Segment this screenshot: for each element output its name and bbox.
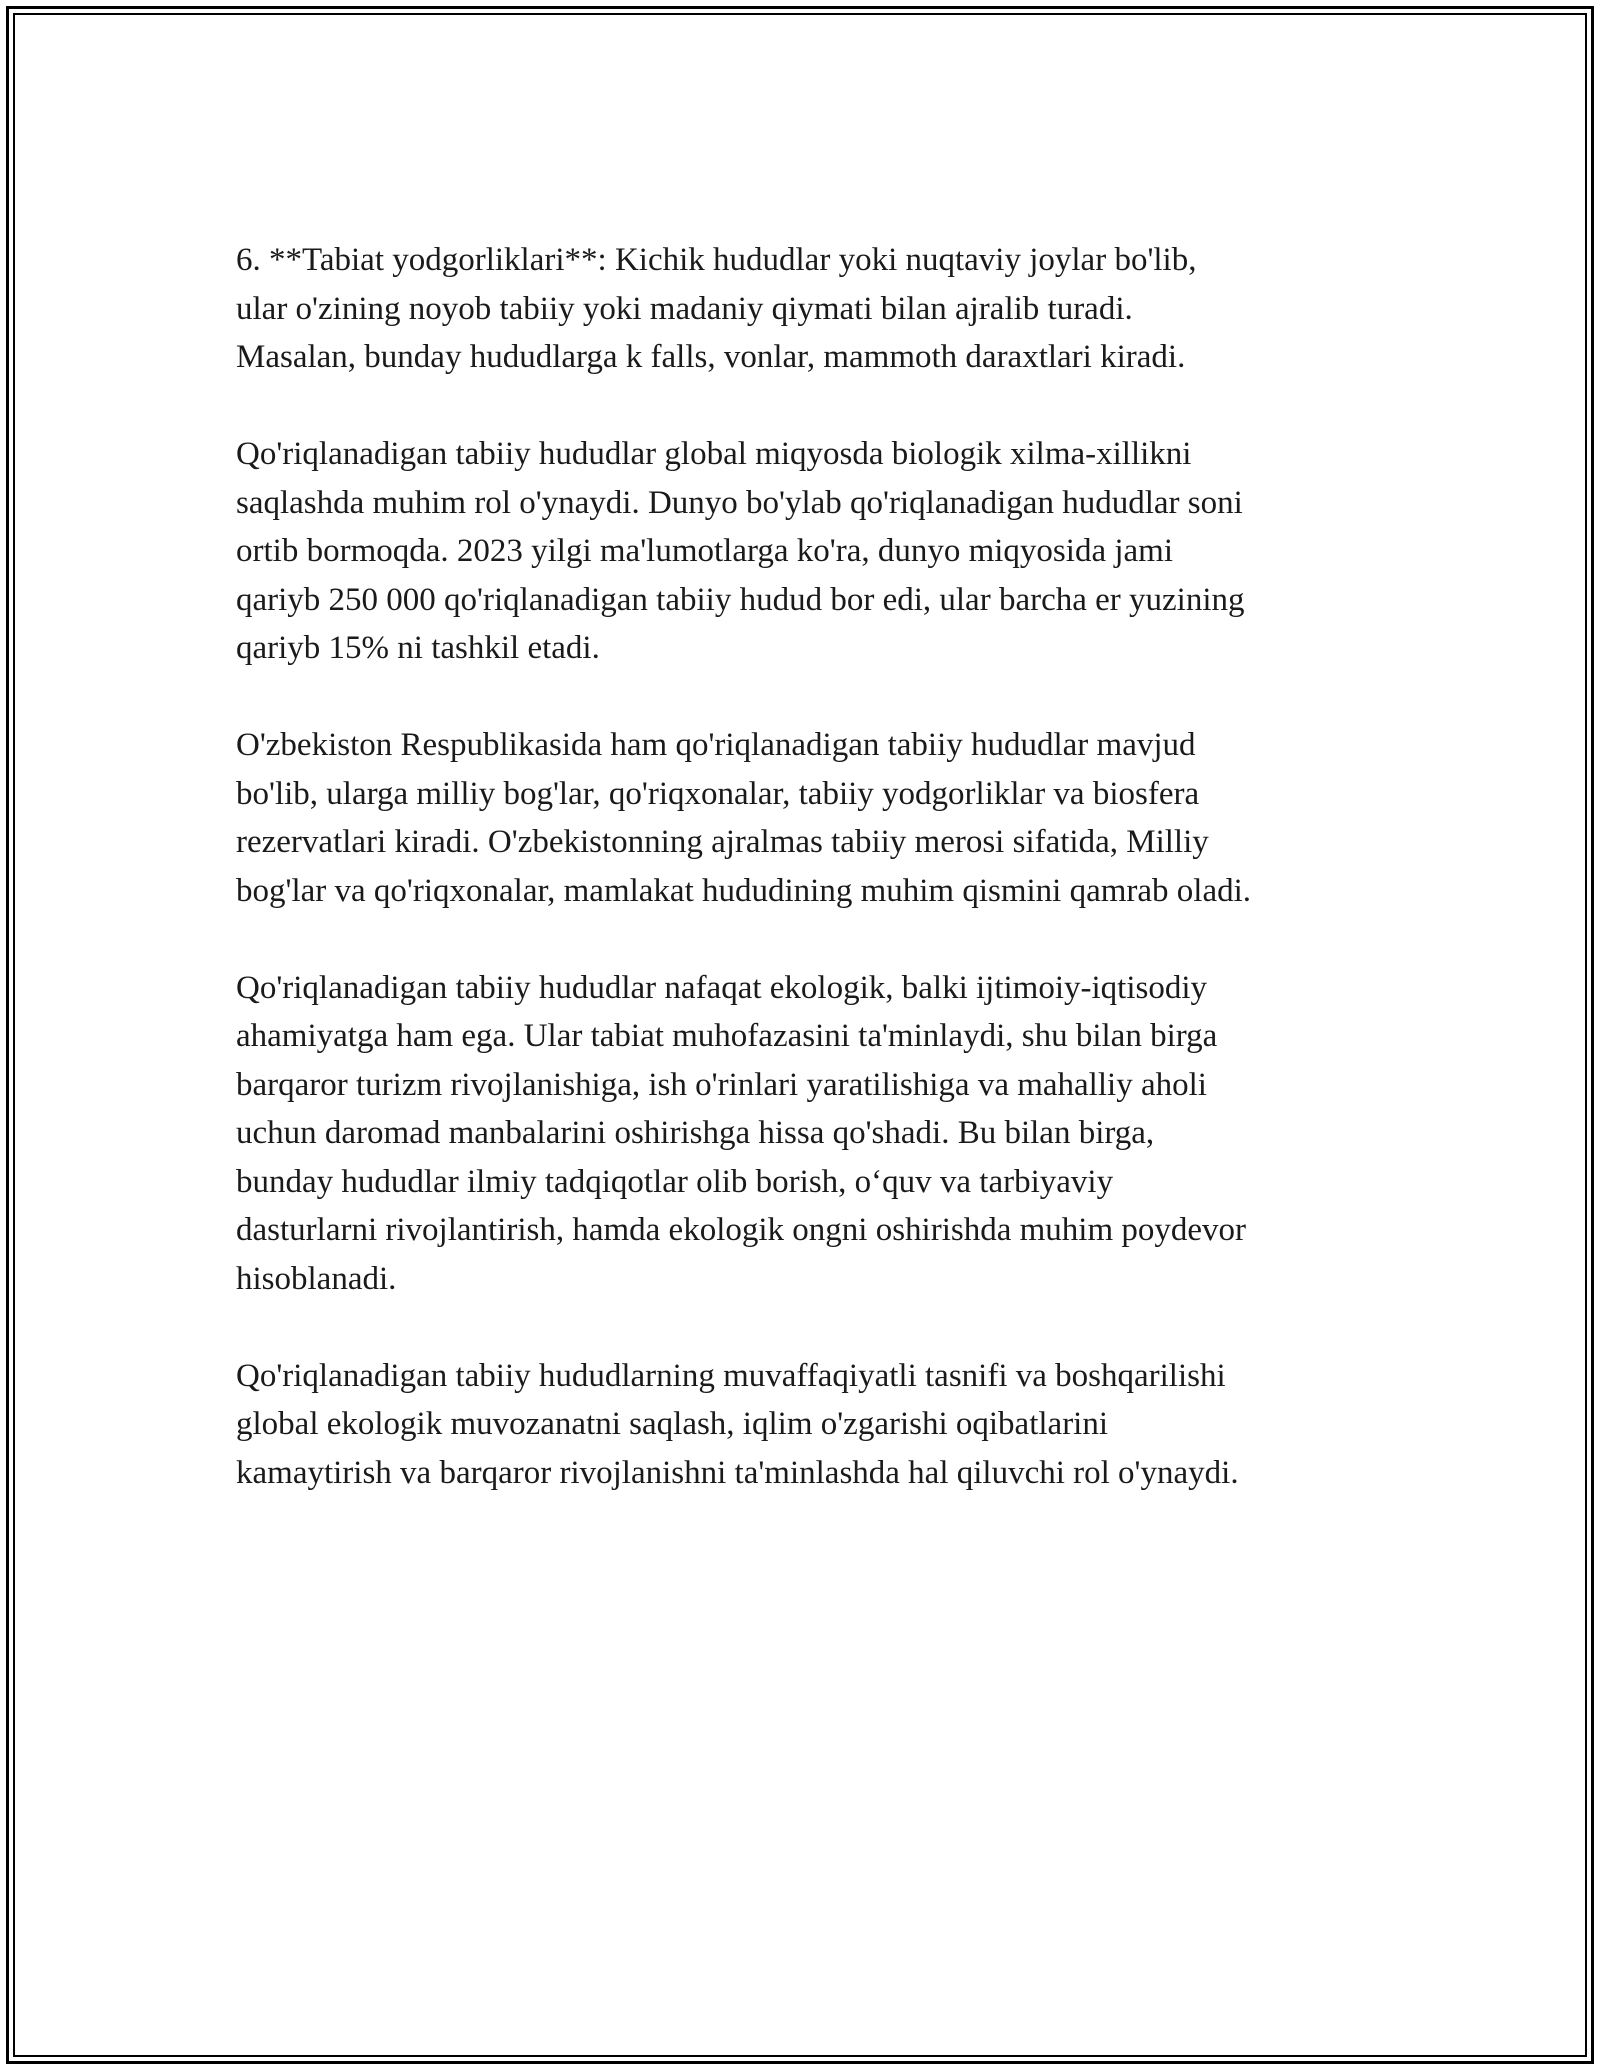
text-line: ahamiyatga ham ega. Ular tabiat muhofazasini ta'minlaydi, shu bilan birga xyxy=(236,1018,1218,1054)
paragraph-nature-monuments xyxy=(236,236,1416,382)
text-line: bunday hududlar ilmiy tadqiqotlar olib borish, o‘quv va tarbiyaviy xyxy=(236,1163,1114,1200)
text-line: global ekologik muvozanatni saqlash, iqlim o'zgarishi oqibatlarini xyxy=(236,1406,1109,1442)
paragraph-uzbekistan-protected-areas xyxy=(236,721,1416,915)
text-line: rezervatlari kiradi. O'zbekistonning ajralmas tabiiy merosi sifatida, Milliy xyxy=(236,824,1209,860)
text-line: ortib bormoqda. 2023 yilgi ma'lumotlarga ko'ra, dunyo miqyosida jami xyxy=(236,533,1173,569)
text-line: qariyb 250 000 qo'riqlanadigan tabiiy hudud bor edi, ular barcha er yuzining xyxy=(236,581,1245,618)
text-line: bo'lib, ularga milliy bog'lar, qo'riqxonalar, tabiiy yodgorliklar va biosfera xyxy=(236,775,1200,812)
text-line: Qo'riqlanadigan tabiiy hududlar global miqyosda biologik xilma-xillikni xyxy=(236,436,1192,472)
text-line: dasturlarni rivojlantirish, hamda ekologik ongni oshirishda muhim poydevor xyxy=(236,1212,1247,1248)
text-line: hisoblanadi. xyxy=(236,1260,397,1297)
text-line: ular o'zining noyob tabiiy yoki madaniy qiymati bilan ajralib turadi. xyxy=(236,290,1133,327)
text-line: barqaror turizm rivojlanishiga, ish o'rinlari yaratilishiga va mahalliy aholi xyxy=(236,1066,1207,1103)
text-line: saqlashda muhim rol o'ynaydi. Dunyo bo'ylab qo'riqlanadigan hududlar soni xyxy=(236,484,1243,521)
text-line: qariyb 15% ni tashkil etadi. xyxy=(236,630,600,666)
paragraph-socio-economic-importance xyxy=(236,964,1416,1304)
paragraph-global-protected-areas xyxy=(236,430,1416,673)
text-line: Qo'riqlanadigan tabiiy hududlarning muvaffaqiyatli tasnifi va boshqarilishi xyxy=(236,1357,1226,1394)
text-line: 6. **Tabiat yodgorliklari**: Kichik hududlar yoki nuqtaviy joylar bo'lib, xyxy=(236,242,1197,278)
text-line: Qo'riqlanadigan tabiiy hududlar nafaqat ekologik, balki ijtimoiy-iqtisodiy xyxy=(236,969,1208,1006)
text-line: kamaytirish va barqaror rivojlanishni ta'minlashda hal qiluvchi rol o'ynaydi. xyxy=(236,1454,1239,1491)
text-line: uchun daromad manbalarini oshirishga hissa qo'shadi. Bu bilan birga, xyxy=(236,1115,1155,1151)
text-line: bog'lar va qo'riqxonalar, mamlakat hududining muhim qismini qamrab oladi. xyxy=(236,872,1252,909)
text-line: O'zbekiston Respublikasida ham qo'riqlanadigan tabiiy hududlar mavjud xyxy=(236,727,1196,763)
text-line: Masalan, bunday hududlarga k falls, vonlar, mammoth daraxtlari kiradi. xyxy=(236,339,1186,375)
paragraph-conclusion xyxy=(236,1352,1416,1498)
document-body xyxy=(236,236,1416,1546)
